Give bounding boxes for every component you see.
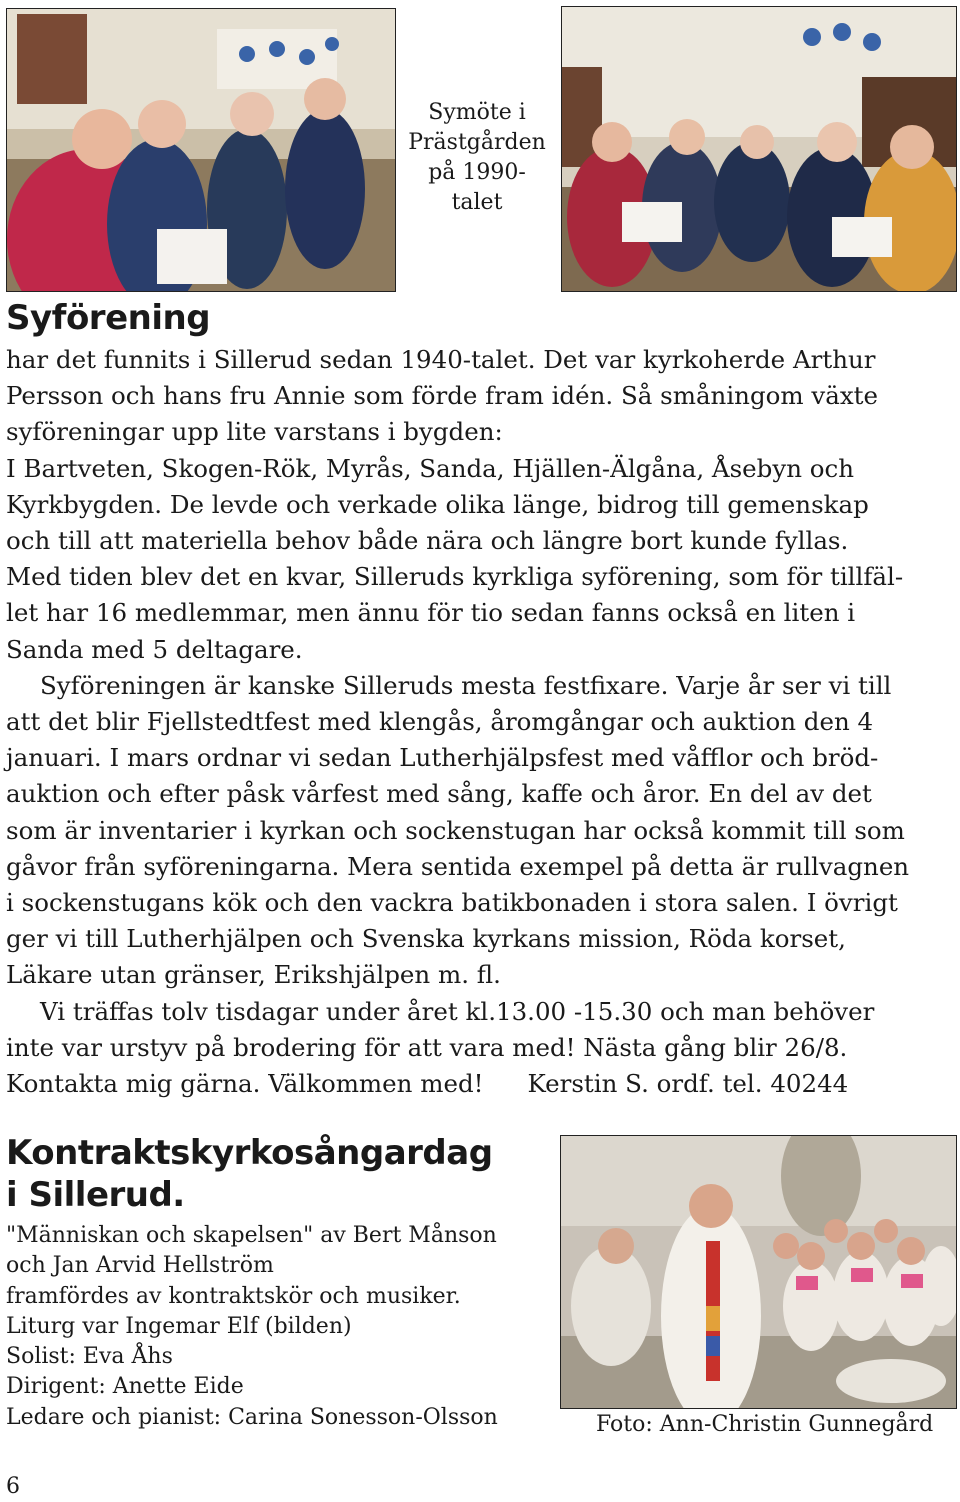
text-line: Dirigent: Anette Eide [6, 1374, 244, 1400]
caption-line: Prästgården [408, 130, 546, 155]
photo-sewing-circle-right [561, 6, 957, 292]
photo-caption [402, 98, 552, 218]
article-kontrakt [6, 1221, 551, 1433]
text-line: framfördes av kontraktskör och musiker. [6, 1283, 461, 1309]
photo-choir-priest [560, 1135, 957, 1409]
page-number: 6 [6, 1474, 20, 1499]
heading-line: Kontraktskyrkosångardag [6, 1133, 493, 1173]
text-line: Vi träffas tolv tisdagar under året kl.13.00 -15.30 och man behöver [40, 996, 875, 1026]
text-line: Kyrkbygden. De levde och verkade olika länge, bidrog till gemenskap [6, 489, 869, 519]
photo-credit: Foto: Ann-Christin Gunnegård [596, 1412, 934, 1437]
text-line: syföreningar upp lite varstans i bygden: [6, 417, 503, 447]
text-line: let har 16 medlemmar, men ännu för tio sedan fanns också en liten i [6, 598, 856, 628]
text-line: har det funnits i Sillerud sedan 1940-talet. Det var kyrkoherde Arthur [6, 345, 876, 374]
article-syforening [6, 342, 958, 1102]
text-line: som är inventarier i kyrkan och sockenstugan har också kommit till som [6, 815, 905, 845]
text-line: att det blir Fjellstedtfest med klengås, åromgångar och auktion den 4 [6, 707, 874, 737]
text-line: auktion och efter påsk vårfest med sång, kaffe och åror. En del av det [6, 779, 872, 809]
text-line: och till att materiella behov både nära och längre bort kunde fyllas. [6, 526, 849, 556]
text-line: Syföreningen är kanske Silleruds mesta festfixare. Varje år ser vi till [40, 670, 892, 700]
text-line: Solist: Eva Åhs [6, 1344, 173, 1370]
heading-line: i Sillerud. [6, 1175, 185, 1215]
photo-sewing-circle-left [6, 8, 396, 292]
heading-kontraktskyrkosangardag [6, 1125, 546, 1223]
contact-line [6, 1066, 958, 1102]
text-line: i sockenstugans kök och den vackra batikbonaden i stora salen. I övrigt [6, 888, 898, 918]
text-line: januari. I mars ordnar vi sedan Lutherhjälpsfest med våfflor och bröd- [6, 743, 879, 773]
caption-line: på 1990- [428, 160, 526, 185]
text-line: Ledare och pianist: Carina Sonesson-Olsson [6, 1404, 498, 1430]
contact-text: Kontakta mig gärna. Välkommen med! [6, 1069, 484, 1099]
caption-line: Symöte i [428, 100, 526, 125]
text-line: inte var urstyv på brodering för att vara med! Nästa gång blir 26/8. [6, 1032, 848, 1062]
text-line: gåvor från syföreningarna. Mera sentida exempel på detta är rullvagnen [6, 851, 910, 881]
heading-syforening: Syförening [6, 298, 211, 338]
text-line: och Jan Arvid Hellström [6, 1253, 274, 1279]
text-line: Sanda med 5 deltagare. [6, 634, 303, 664]
text-line: "Människan och skapelsen" av Bert Månson [6, 1223, 497, 1248]
text-line: Liturg var Ingemar Elf (bilden) [6, 1313, 352, 1339]
text-line: Läkare utan gränser, Erikshjälpen m. fl. [6, 960, 501, 990]
text-line: Persson och hans fru Annie som förde fram idén. Så småningom växte [6, 381, 879, 411]
signature: Kerstin S. ordf. tel. 40244 [527, 1069, 849, 1099]
caption-line: talet [451, 190, 503, 215]
text-line: ger vi till Lutherhjälpen och Svenska kyrkans mission, Röda korset, [6, 924, 846, 954]
text-line: Med tiden blev det en kvar, Silleruds kyrkliga syförening, som för tillfäl- [6, 562, 904, 592]
text-line: I Bartveten, Skogen-Rök, Myrås, Sanda, Hjällen-Älgåna, Åsebyn och [6, 453, 855, 483]
